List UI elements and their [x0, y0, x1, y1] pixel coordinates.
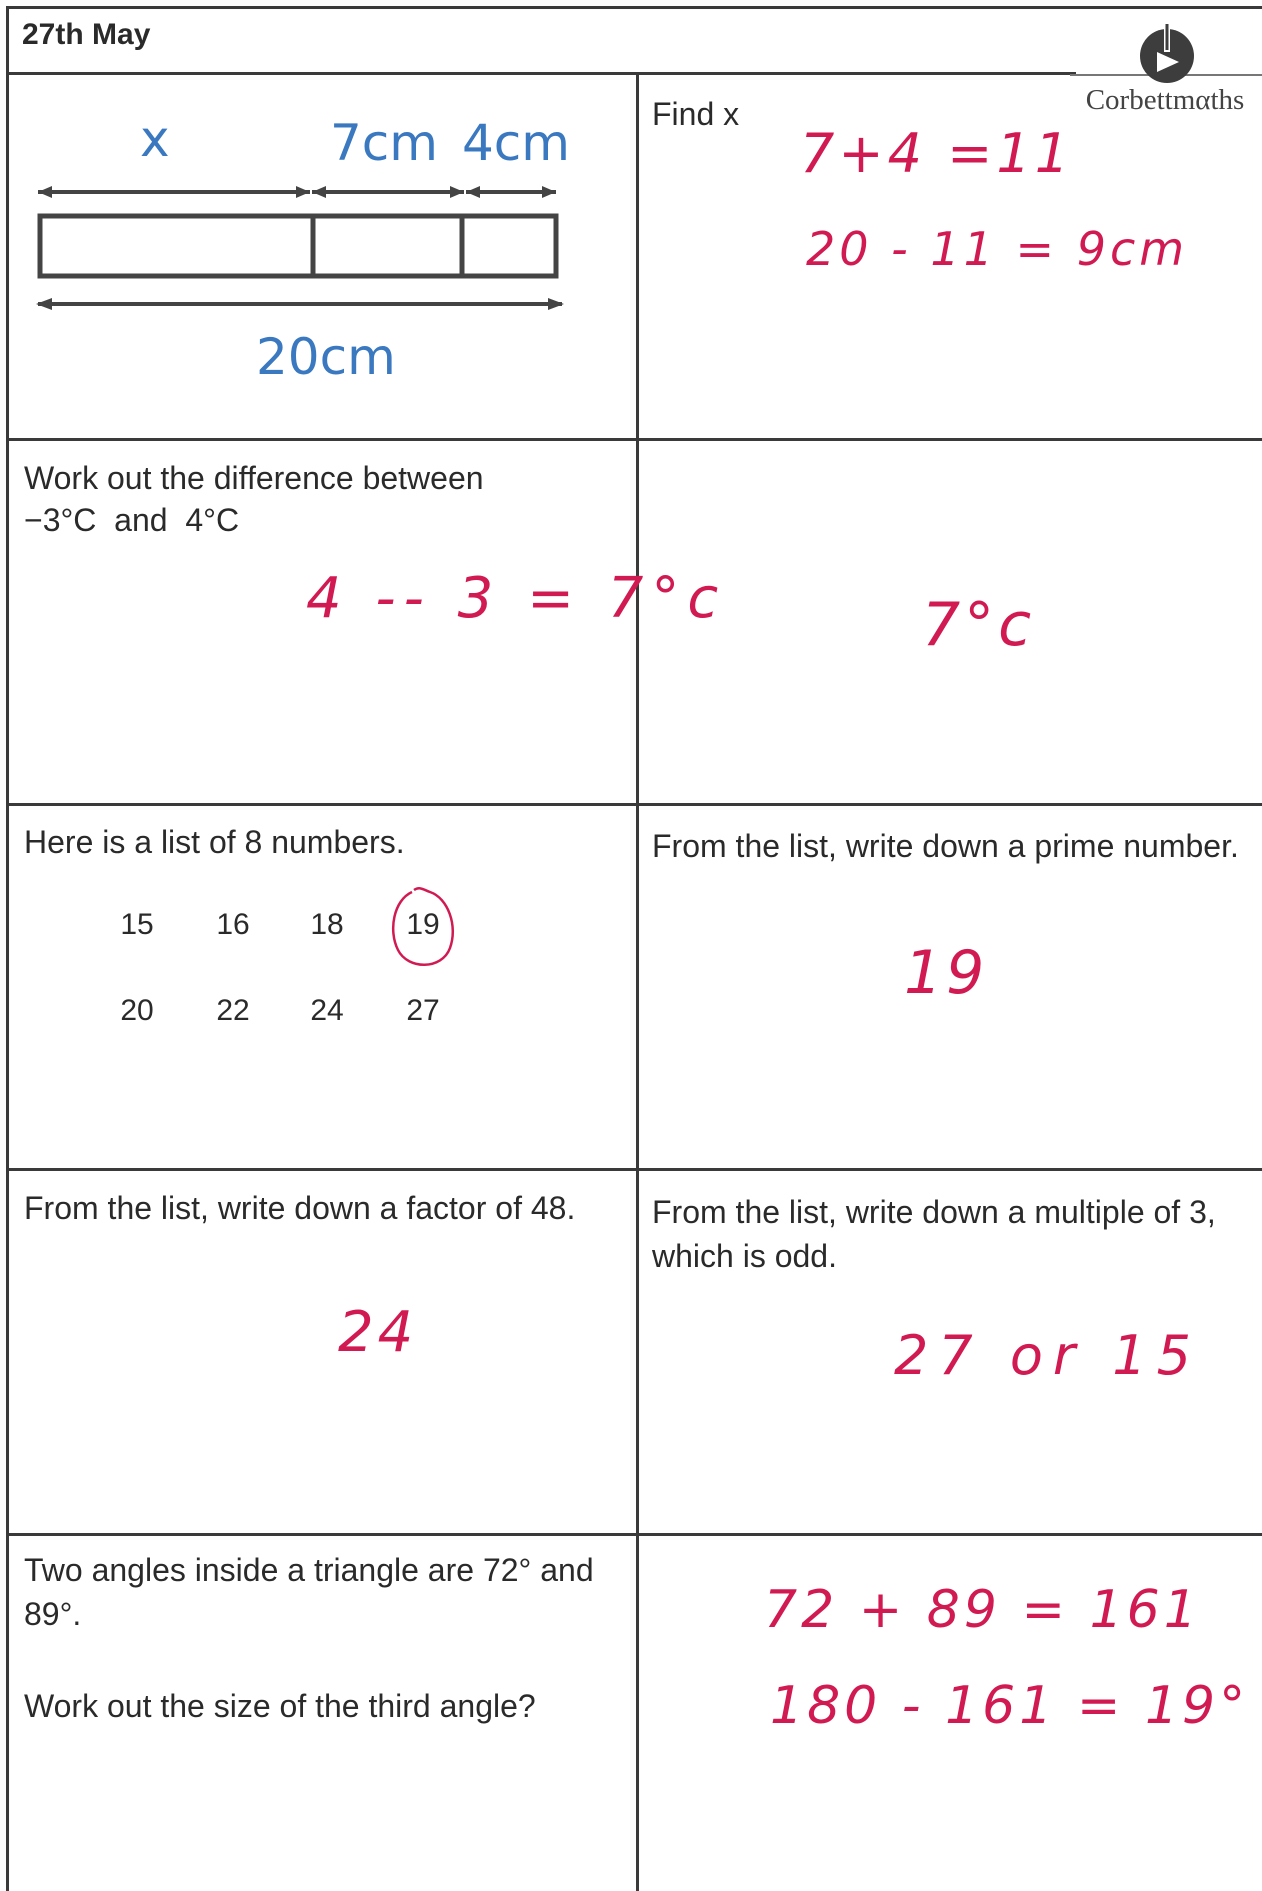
- q3-answer: 19: [904, 938, 989, 1008]
- list-number: 24: [310, 994, 344, 1027]
- q3-intro: Here is a list of 8 numbers.: [24, 824, 405, 860]
- q6-answer-line2: 180 - 161 = 19°: [770, 1676, 1250, 1736]
- q3-prompt: From the list, write down a prime number.: [652, 828, 1239, 864]
- date-title: 27th May: [22, 18, 151, 51]
- q2-working: 4 -- 3 = 7°c: [306, 566, 727, 631]
- logo-text: Corbettmαths: [1085, 84, 1245, 116]
- border-top: [6, 6, 1262, 9]
- divider-row4: [6, 1533, 1262, 1536]
- q6-answer-line1: 72 + 89 = 161: [764, 1580, 1201, 1640]
- divider-row2: [6, 803, 1262, 806]
- diagram-label-x: x: [140, 110, 170, 168]
- diagram-label-4cm: 4cm: [462, 114, 571, 172]
- diagram-label-20cm: 20cm: [256, 328, 396, 386]
- list-number: 27: [406, 994, 440, 1027]
- divider-row1: [6, 438, 1262, 441]
- q4-answer: 24: [338, 1300, 418, 1365]
- border-left: [6, 6, 9, 1891]
- divider-row3: [6, 1168, 1262, 1171]
- q4-prompt: From the list, write down a factor of 48.: [24, 1190, 576, 1226]
- list-number: 20: [120, 994, 154, 1027]
- bar-model-svg: [30, 100, 590, 400]
- list-number: 16: [216, 908, 250, 941]
- q1-answer-line1: 7+4 =11: [800, 122, 1074, 185]
- diagram-label-7cm: 7cm: [330, 114, 439, 172]
- list-number: 18: [310, 908, 344, 941]
- q2-prompt-line2: −3°C and 4°C: [24, 502, 240, 538]
- corbettmaths-logo: [1075, 22, 1260, 122]
- list-number: 22: [216, 994, 250, 1027]
- q1-diagram: [30, 100, 590, 400]
- divider-header: [6, 72, 1076, 75]
- q6-prompt-line2: Work out the size of the third angle?: [24, 1688, 536, 1724]
- q5-answer: 27 or 15: [894, 1324, 1201, 1387]
- q2-prompt-line1: Work out the difference between: [24, 460, 484, 496]
- q2-answer: 7°c: [922, 590, 1036, 660]
- list-number: 15: [120, 908, 154, 941]
- q6-prompt-line1: Two angles inside a triangle are 72° and 89°.: [24, 1552, 594, 1632]
- circle-mark: [384, 878, 464, 978]
- divider-middle: [636, 74, 639, 1891]
- list-number-circled: 19: [406, 908, 440, 941]
- q5-prompt: From the list, write down a multiple of 3, which is odd.: [652, 1194, 1216, 1274]
- q1-answer-line2: 20 - 11 = 9cm: [806, 222, 1189, 276]
- corbettmaths-logo-icon: [1127, 22, 1207, 84]
- q1-prompt: Find x: [652, 96, 740, 132]
